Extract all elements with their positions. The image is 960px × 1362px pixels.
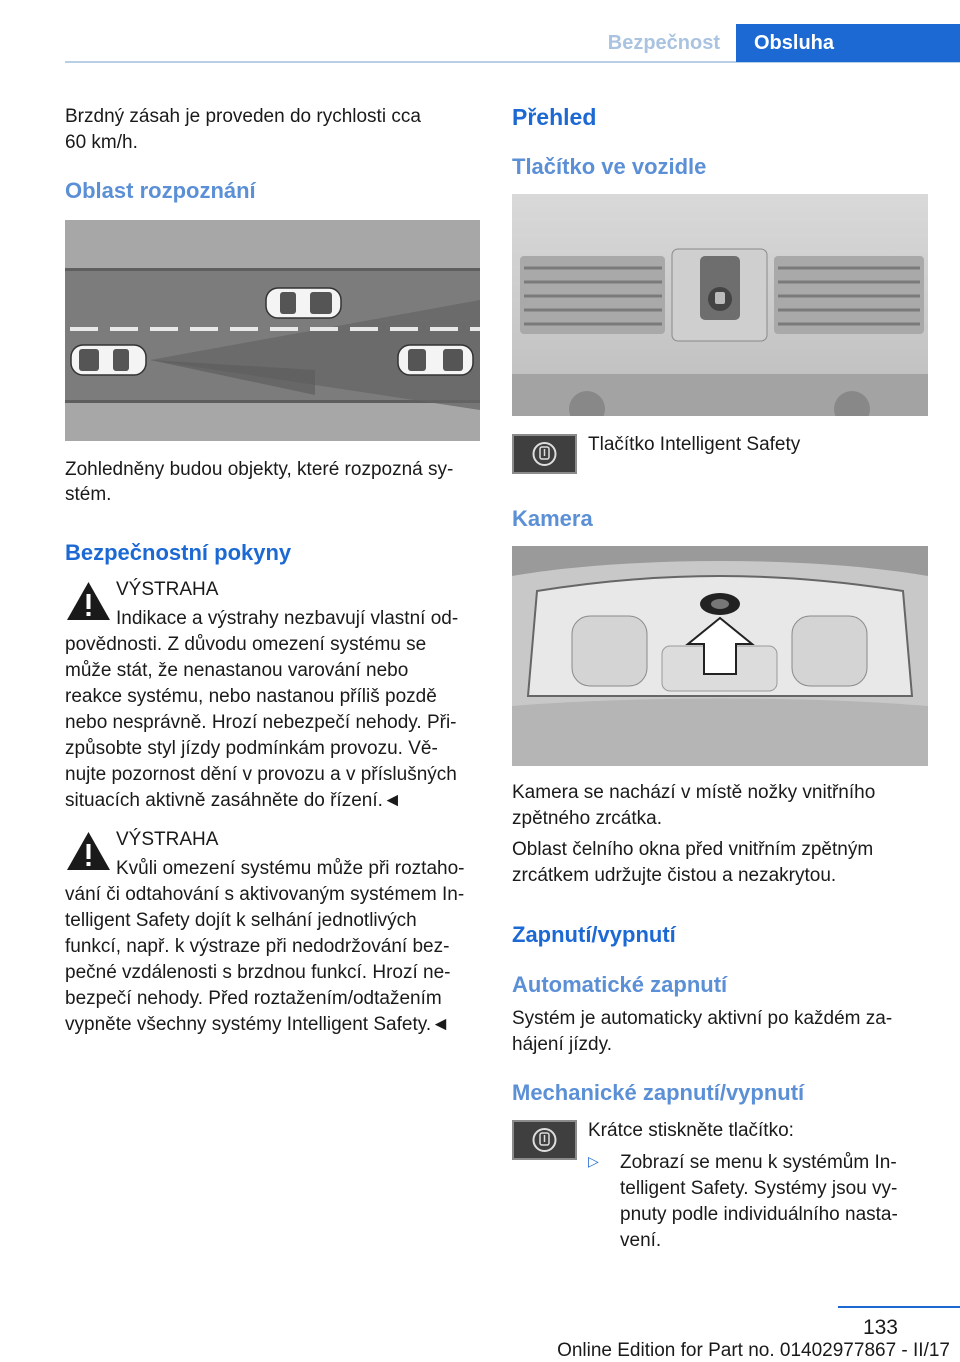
- intro-text-line1: Brzdný zásah je proveden do rychlosti cca: [65, 106, 421, 127]
- warning2-line4: funkcí, např. k výstraze při nedodržování bez‐: [65, 936, 450, 957]
- camera-text-line3: Oblast čelního okna před vnitřním zpětným: [512, 839, 874, 860]
- auto-text-line1: Systém je automaticky aktivní po každém za‐: [512, 1008, 893, 1029]
- warning1-line8: situacích aktivně zasáhněte do řízení.◄: [65, 790, 402, 811]
- warning-triangle-icon: [65, 830, 112, 872]
- warning1-line4: reakce systému, nebo nastanou příliš pozdě: [65, 686, 437, 707]
- camera-heading: Kamera: [512, 506, 593, 531]
- intro-text-line2: 60 km/h.: [65, 132, 138, 153]
- bullet-text-line4: vení.: [620, 1230, 662, 1251]
- bullet-triangle-icon: ▷: [588, 1153, 599, 1169]
- warning2-title: VÝSTRAHA: [116, 829, 219, 850]
- bullet-text-line1: Zobrazí se menu k systémům In‐: [620, 1152, 897, 1173]
- edition-note: Online Edition for Part no. 01402977867 - II/17: [557, 1340, 950, 1361]
- manual-activation-heading: Mechanické zapnutí/vypnutí: [512, 1080, 805, 1105]
- on-off-heading: Zapnutí/vypnutí: [512, 922, 676, 947]
- automatic-activation-heading: Automatické zapnutí: [512, 972, 728, 997]
- button-caption: Tlačítko Intelligent Safety: [588, 434, 801, 455]
- detection-caption-line1: Zohledněny budou objekty, které rozpozná sy‐: [65, 459, 454, 480]
- camera-text-line1: Kamera se nachází v místě nožky vnitřního: [512, 782, 876, 803]
- camera-text-line2: zpětného zrcátka.: [512, 808, 662, 829]
- warning1-line2: povědnosti. Z důvodu omezení systému se: [65, 634, 427, 655]
- footer-rule: [838, 1306, 960, 1308]
- warning1-line1: Indikace a výstrahy nezbavují vlastní od‐: [116, 608, 459, 629]
- detection-area-illustration: [65, 220, 480, 441]
- safety-notes-heading: Bezpečnostní pokyny: [65, 540, 292, 565]
- intelligent-safety-button-icon: [512, 434, 577, 474]
- warning2-line6: bezpečí nehody. Před roztažením/odtažením: [65, 988, 442, 1009]
- warning2-line3: telligent Safety dojít k selhání jednotlivých: [65, 910, 417, 931]
- vehicle-button-heading: Tlačítko ve vozidle: [512, 154, 707, 179]
- bullet-text-line3: pnuty podle individuálního nasta‐: [620, 1204, 898, 1225]
- camera-text-line4: zrcátkem udržujte čistou a nezakrytou.: [512, 865, 837, 886]
- warning2-line2: vání či odtahování s aktivovaným systémem In‐: [65, 884, 465, 905]
- header-section-tab: Bezpečnost: [607, 31, 720, 54]
- bullet-text-line2: telligent Safety. Systémy jsou vy‐: [620, 1178, 898, 1199]
- overview-heading: Přehled: [512, 104, 597, 130]
- warning-triangle-icon: [65, 580, 112, 622]
- header-chapter-tab: Obsluha: [736, 24, 960, 62]
- warning1-line5: nebo nesprávně. Hrozí nebezpečí nehody. Při‐: [65, 712, 457, 733]
- auto-text-line2: hájení jízdy.: [512, 1034, 612, 1055]
- dashboard-button-photo: [512, 194, 928, 416]
- manual-instruction: Krátce stiskněte tlačítko:: [588, 1120, 794, 1141]
- warning1-line7: nujte pozornost dění v provozu a v příslušných: [65, 764, 457, 785]
- warning2-line1: Kvůli omezení systému může při roztaho‐: [116, 858, 465, 879]
- warning1-line6: způsobte styl jízdy podmínkám provozu. Vě‐: [65, 738, 438, 759]
- page-number: 133: [862, 1316, 898, 1339]
- detection-caption-line2: stém.: [65, 484, 112, 505]
- warning2-line5: pečné vzdálenosti s brzdnou funkcí. Hrozí ne‐: [65, 962, 451, 983]
- warning2-line7: vypněte všechny systémy Intelligent Safety.◄: [65, 1014, 450, 1035]
- detection-area-heading: Oblast rozpoznání: [65, 178, 256, 203]
- warning1-line3: může stát, že nenastanou varování nebo: [65, 660, 409, 681]
- intelligent-safety-button-icon: [512, 1120, 577, 1160]
- camera-location-photo: [512, 546, 928, 766]
- warning1-title: VÝSTRAHA: [116, 579, 219, 600]
